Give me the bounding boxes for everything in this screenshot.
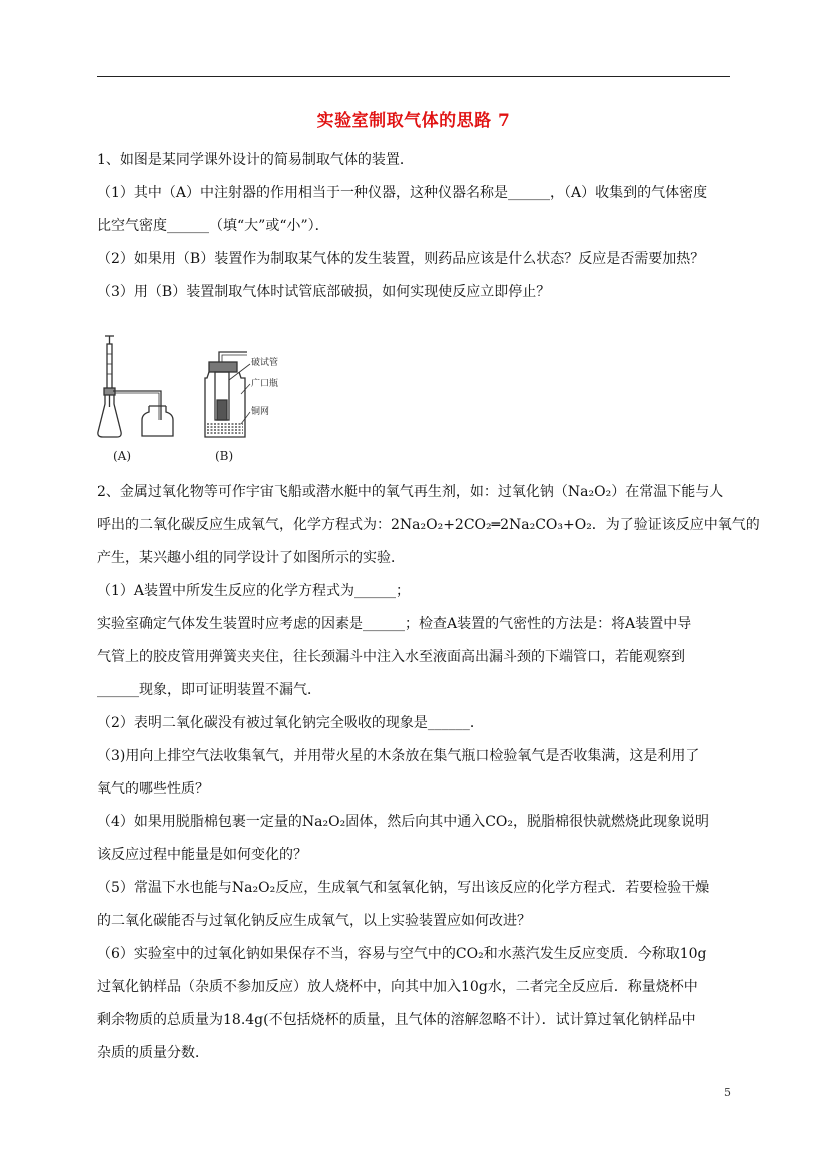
q1-stem: 1、如图是某同学课外设计的简易制取气体的装置． [97,152,414,168]
label-a: (A) [113,449,132,463]
q2-line9: （3)用向上排空气法收集氧气，并用带火星的木条放在集气瓶口检验氧气是否收集满，这是利用了 [97,748,700,764]
q2-line16: 过氧化钠样品（杂质不参加反应）放人烧杯中，向其中加入10g水，二者完全反应后．称量烧杯中 [97,979,698,995]
label-broken-test-tube: 破试管 [251,358,279,368]
label-wide-mouth-bottle: 广口瓶 [251,379,279,389]
q2-line8: （2）表明二氧化碳没有被过氧化钠完全吸收的现象是______． [97,715,484,731]
q2-line17: 剩余物质的总质量为18.4g(不包括烧杯的质量，且气体的溶解忽略不计）．试计算过氧化钠样品中 [97,1012,696,1028]
q2-line5: 实验室确定气体发生装置时应考虑的因素是______；检查A装置的气密性的方法是：将A装置中导 [97,616,692,632]
q2-line1: 2、金属过氧化物等可作宇宙飞船或潜水艇中的氧气再生剂，如：过氧化钠（Na₂O₂）在常温下能与人 [97,484,724,500]
q2-line2: 呼出的二氧化碳反应生成氧气，化学方程式为：2Na₂O₂+2CO₂═2Na₂CO₃+O₂．为了验证该反应中氧气的 [97,517,760,533]
b-top-tube [219,352,247,362]
q2-line3: 产生，某兴趣小组的同学设计了如图所示的实验． [97,550,405,566]
q2-line18: 杂质的质量分数． [97,1045,209,1061]
q1-part2: （2）如果用（B）装置作为制取某气体的发生装置，则药品应该是什么状态？反应是否需要加热？ [97,251,705,267]
q2-line6: 气管上的胶皮管用弹簧夹夹住，往长颈漏斗中注入水至液面高出漏斗颈的下端管口，若能观察到 [97,649,685,665]
q1-part3: （3）用（B）装置制取气体时试管底部破损，如何实现使反应立即停止？ [97,284,551,300]
label-b: (B) [215,449,234,463]
q2-line15: （6）实验室中的过氧化钠如果保存不当，容易与空气中的CO₂和水蒸汽发生反应变质．今称取10g [97,946,707,962]
q2-line13: （5）常温下水也能与Na₂O₂反应，生成氧气和氢氧化钠，写出该反应的化学方程式．若要检验干燥 [97,880,710,896]
b-stopper [209,362,237,372]
page-number: 5 [724,1086,731,1099]
label-copper-mesh: 铜网 [251,407,270,417]
collecting-bottle [142,406,173,436]
q2-line12: 该反应过程中能量是如何变化的？ [97,847,307,863]
q2-line10: 氧气的哪些性质？ [97,781,209,797]
syringe [107,344,112,394]
header-rule [97,76,730,77]
q2-line14: 的二氧化碳能否与过氧化钠反应生成氧气，以上实验装置应如何改进？ [97,913,531,929]
q2-line11: （4）如果用脱脂棉包裹一定量的Na₂O₂固体，然后向其中通入CO₂，脱脂棉很快就燃烧此现象说明 [97,814,710,830]
q2-line7: ______现象，即可证明装置不漏气． [97,682,321,698]
apparatus-figure [97,332,357,472]
q1-part1-line2: 比空气密度______（填“大”或“小”）． [97,218,329,234]
q1-part1-line1: （1）其中（A）中注射器的作用相当于一种仪器，这种仪器名称是______，（A）收集到的气体密度 [97,185,708,201]
page-title: 实验室制取气体的思路 7 [316,111,511,131]
q2-line4: （1）A装置中所发生反应的化学方程式为______； [97,583,411,599]
